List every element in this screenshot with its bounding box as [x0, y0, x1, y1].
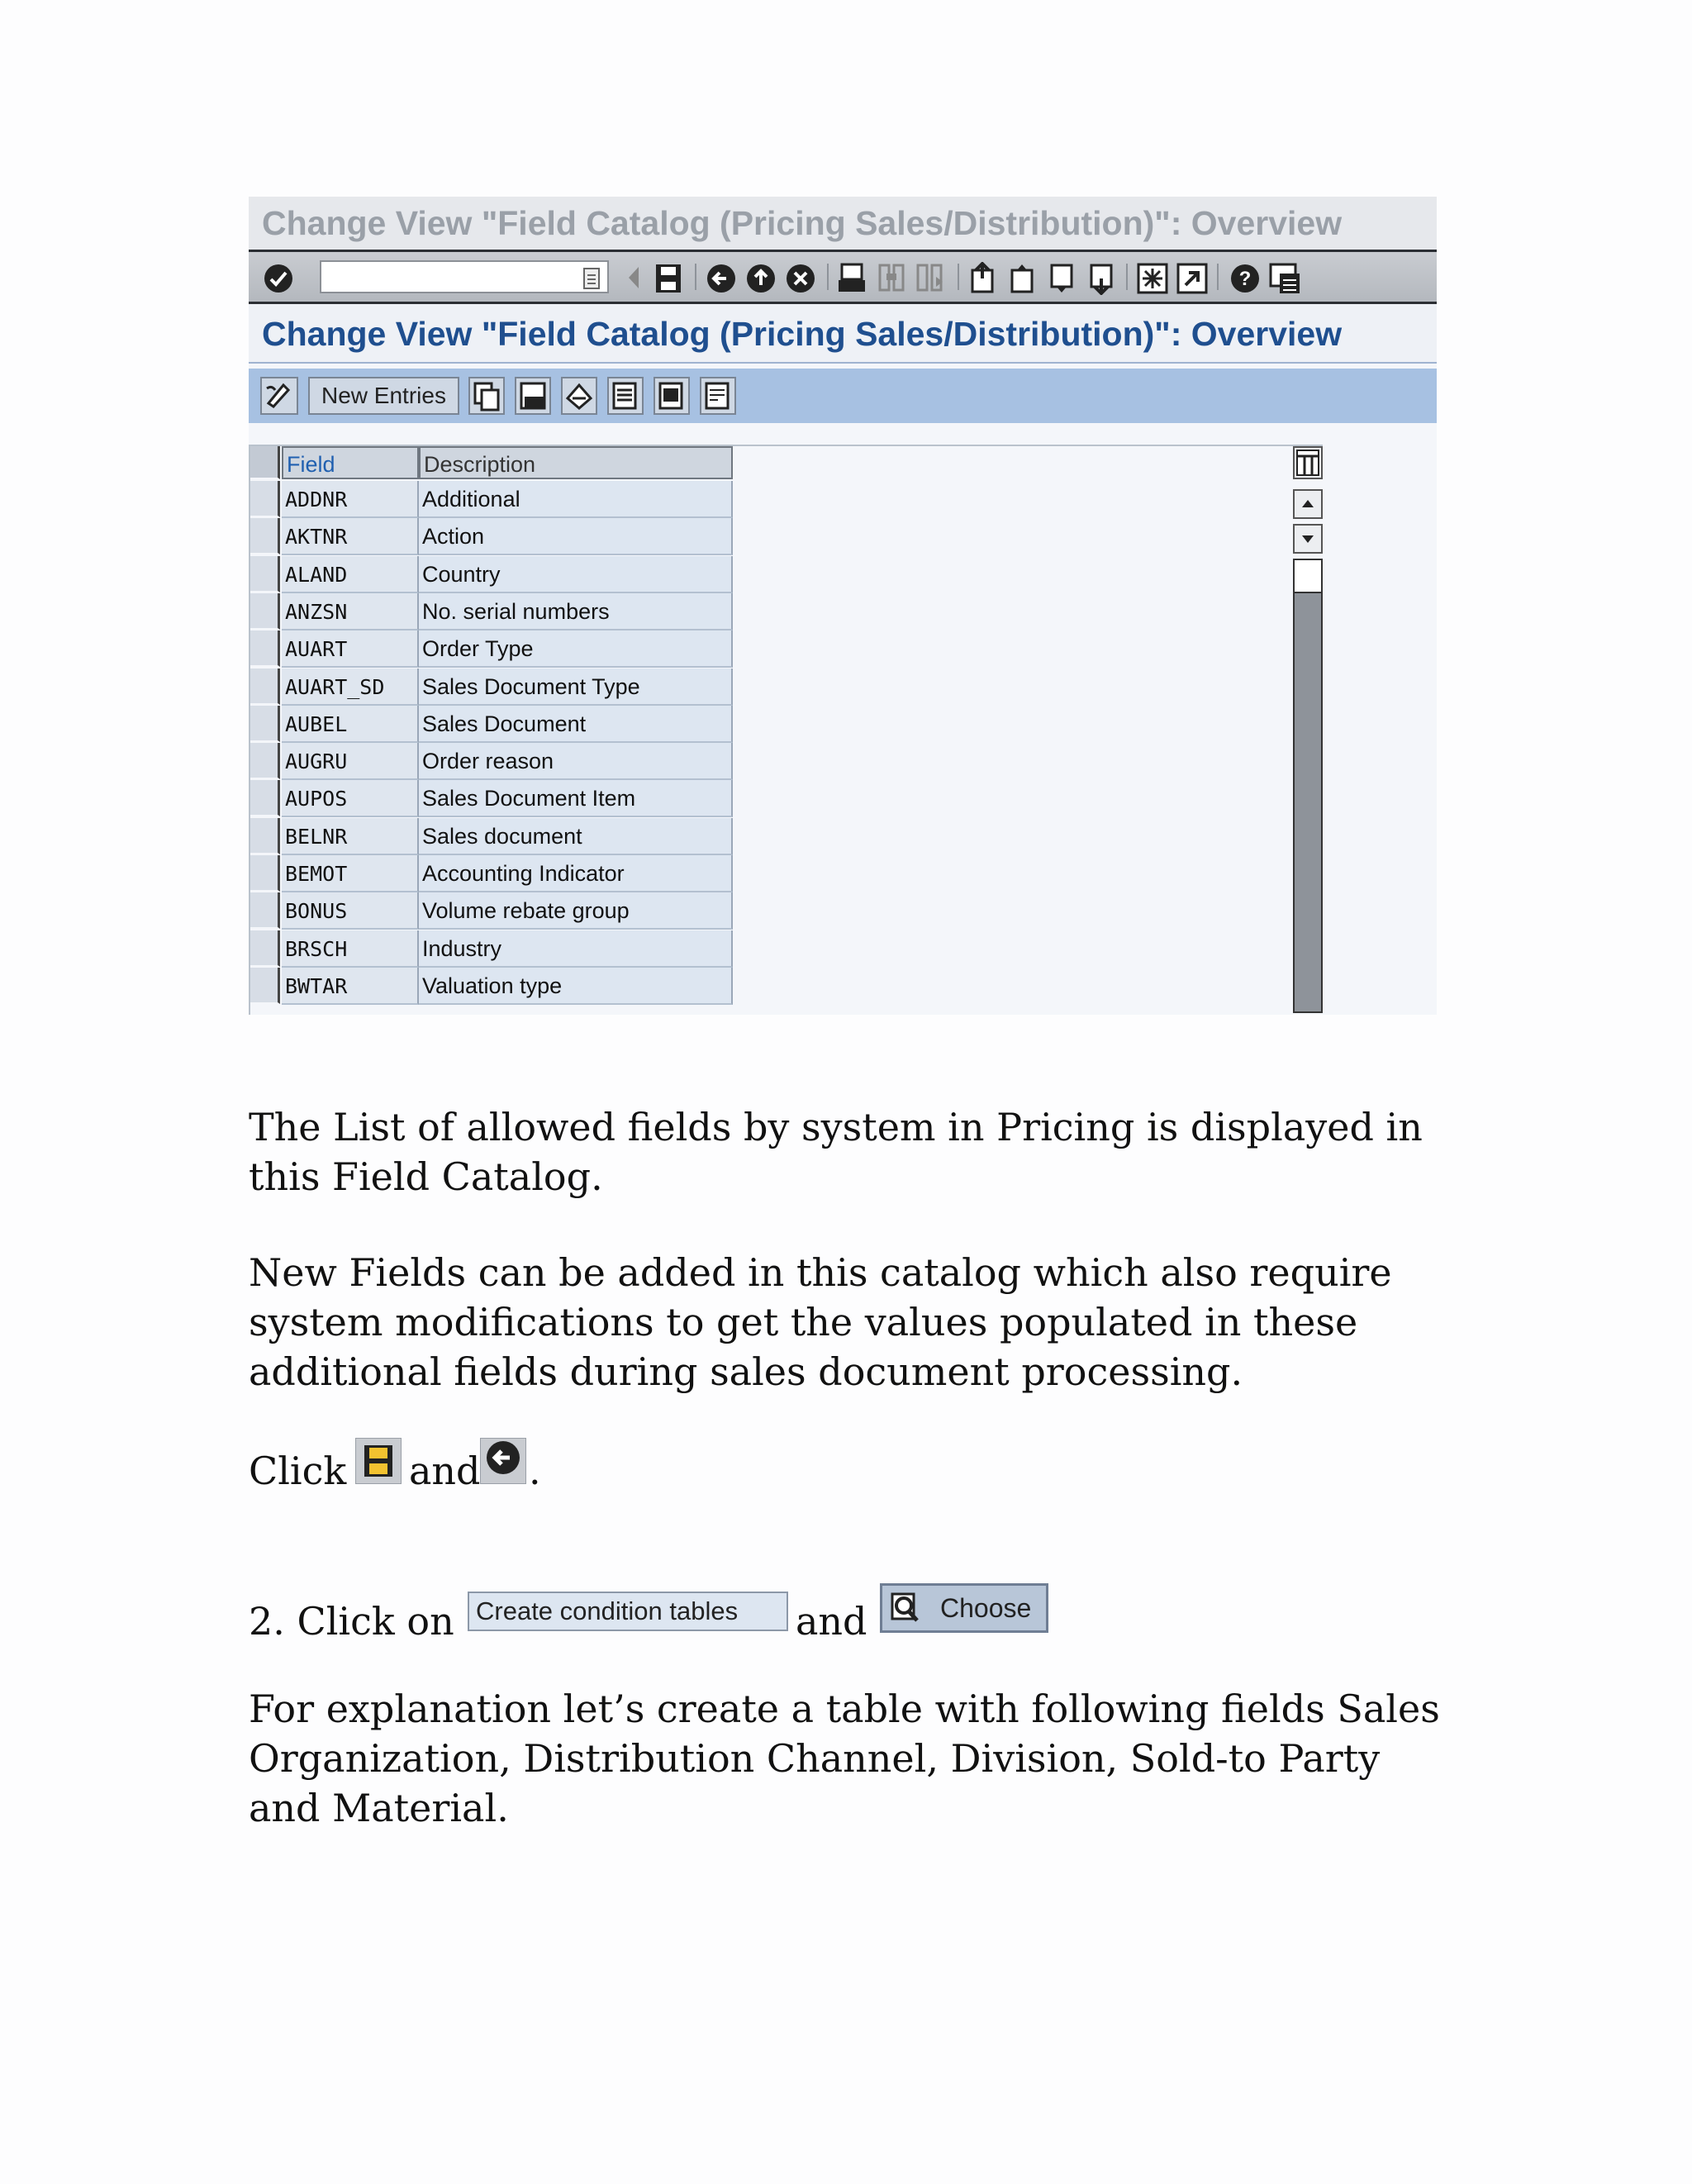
select-block-icon: [655, 402, 688, 416]
table-cell-field[interactable]: BONUS: [282, 892, 419, 930]
copy-as-button[interactable]: [468, 377, 505, 415]
new-entries-button[interactable]: New Entries: [308, 377, 459, 415]
row-selector[interactable]: [250, 518, 280, 554]
screen-title: Change View "Field Catalog (Pricing Sales/Distribution)": Overview: [249, 304, 1437, 364]
exit-icon[interactable]: [744, 262, 777, 299]
application-toolbar: [249, 369, 1437, 423]
table-cell-field[interactable]: AUGRU: [282, 743, 419, 780]
column-header-description[interactable]: Description: [419, 446, 733, 479]
table-cell-description[interactable]: Sales Document Item: [419, 780, 733, 817]
table-cell-description[interactable]: Country: [419, 556, 733, 593]
table-cell-description[interactable]: Order Type: [419, 630, 733, 668]
column-header-field[interactable]: Field: [282, 446, 419, 479]
find-next-icon[interactable]: [915, 262, 948, 299]
layout-menu-icon[interactable]: [1268, 262, 1301, 299]
table-cell-description[interactable]: Industry: [419, 930, 733, 968]
display-change-icon: [262, 402, 297, 416]
save-icon[interactable]: [654, 262, 683, 299]
find-icon[interactable]: [877, 262, 906, 299]
table-cell-field[interactable]: BELNR: [282, 818, 419, 855]
shortcut-icon[interactable]: [1176, 262, 1209, 299]
svg-text:?: ?: [1238, 268, 1252, 290]
deselect-all-button[interactable]: [700, 377, 736, 415]
choose-icon: [889, 1591, 925, 1639]
paragraph-3-line-1: For explanation let’s create a table with following fields Sales: [249, 1687, 1440, 1731]
scroll-track[interactable]: [1293, 559, 1323, 1013]
table-settings-icon[interactable]: [1293, 446, 1323, 479]
select-all-button[interactable]: [607, 377, 644, 415]
period-text: .: [529, 1449, 541, 1493]
row-selector[interactable]: [250, 630, 280, 667]
table-cell-description[interactable]: Sales Document Type: [419, 669, 733, 706]
step-2-text: 2. Click on: [249, 1599, 454, 1644]
next-page-icon[interactable]: [1045, 262, 1078, 299]
sap-screenshot: [249, 197, 1437, 1015]
table-cell-field[interactable]: AUART: [282, 630, 419, 668]
row-selector[interactable]: [250, 818, 280, 854]
row-selector[interactable]: [250, 706, 280, 742]
print-icon[interactable]: [837, 262, 867, 299]
select-all-corner[interactable]: [250, 446, 280, 479]
table-cell-field[interactable]: AKTNR: [282, 518, 419, 555]
table-cell-field[interactable]: AUART_SD: [282, 669, 419, 706]
select-all-icon: [609, 402, 642, 416]
row-selector[interactable]: [250, 481, 280, 517]
last-page-icon[interactable]: [1085, 262, 1118, 299]
table-cell-field[interactable]: AUBEL: [282, 706, 419, 743]
step-2-and-text: and: [796, 1599, 867, 1644]
table-cell-field[interactable]: BWTAR: [282, 968, 419, 1005]
row-selector[interactable]: [250, 855, 280, 892]
table-cell-field[interactable]: ANZSN: [282, 593, 419, 630]
table-cell-field[interactable]: BRSCH: [282, 930, 419, 968]
table-cell-description[interactable]: Order reason: [419, 743, 733, 780]
paragraph-2-line-2: system modifications to get the values populated in these: [249, 1300, 1358, 1344]
row-selector[interactable]: [250, 593, 280, 630]
previous-page-icon[interactable]: [1005, 262, 1038, 299]
enter-icon[interactable]: [262, 262, 295, 299]
table-cell-field[interactable]: BEMOT: [282, 855, 419, 892]
select-block-button[interactable]: [654, 377, 690, 415]
table-cell-description[interactable]: No. serial numbers: [419, 593, 733, 630]
paragraph-3-line-3: and Material.: [249, 1786, 509, 1830]
undo-change-button[interactable]: [561, 377, 597, 415]
click-text: Click: [249, 1449, 347, 1493]
vertical-scrollbar[interactable]: [1290, 446, 1326, 1013]
paragraph-2-line-1: New Fields can be added in this catalog which also require: [249, 1250, 1392, 1295]
table-cell-description[interactable]: Action: [419, 518, 733, 555]
create-condition-tables-button: Create condition tables: [468, 1592, 788, 1631]
table-cell-description[interactable]: Sales document: [419, 818, 733, 855]
paragraph-1-line-2: this Field Catalog.: [249, 1154, 603, 1199]
scroll-thumb[interactable]: [1295, 560, 1321, 593]
cancel-icon[interactable]: [784, 262, 817, 299]
paragraph-1-line-1: The List of allowed fields by system in Pricing is displayed in: [249, 1105, 1423, 1149]
collapse-arrow-icon[interactable]: [625, 265, 642, 294]
table-cell-description[interactable]: Additional: [419, 481, 733, 518]
row-selector[interactable]: [250, 556, 280, 592]
deselect-all-icon: [701, 402, 734, 416]
history-dropdown-icon[interactable]: [582, 267, 601, 294]
table-cell-description[interactable]: Volume rebate group: [419, 892, 733, 930]
row-selector[interactable]: [250, 968, 280, 1004]
table-cell-description[interactable]: Accounting Indicator: [419, 855, 733, 892]
row-selector[interactable]: [250, 743, 280, 779]
undo-icon: [563, 402, 596, 416]
command-field[interactable]: [320, 260, 609, 293]
table-cell-description[interactable]: Valuation type: [419, 968, 733, 1005]
row-selector[interactable]: [250, 669, 280, 705]
and-text: and: [409, 1449, 481, 1493]
table-cell-field[interactable]: ALAND: [282, 556, 419, 593]
delete-button[interactable]: [515, 377, 551, 415]
paragraph-3-line-2: Organization, Distribution Channel, Division, Sold-to Party: [249, 1736, 1381, 1781]
row-selector[interactable]: [250, 930, 280, 967]
display-change-button[interactable]: [260, 377, 298, 415]
delete-icon: [516, 402, 549, 416]
back-icon[interactable]: [705, 262, 738, 299]
row-selector[interactable]: [250, 892, 280, 929]
table-cell-description[interactable]: Sales Document: [419, 706, 733, 743]
scroll-up-icon[interactable]: [1293, 489, 1323, 519]
help-icon[interactable]: [1229, 262, 1262, 299]
system-toolbar: [249, 250, 1437, 304]
command-input[interactable]: [321, 262, 573, 292]
row-selector[interactable]: [250, 780, 280, 816]
new-session-icon[interactable]: [1136, 262, 1169, 299]
choose-button: [880, 1583, 1048, 1633]
table-cell-field[interactable]: ADDNR: [282, 481, 419, 518]
save-icon: [355, 1438, 402, 1484]
back-icon: [480, 1438, 526, 1484]
paragraph-2-line-3: additional fields during sales document processing.: [249, 1349, 1243, 1394]
table-cell-field[interactable]: AUPOS: [282, 780, 419, 817]
copy-icon: [470, 402, 503, 416]
window-title: Change View "Field Catalog (Pricing Sales/Distribution)": Overview: [249, 197, 1437, 250]
first-page-icon[interactable]: [966, 262, 999, 299]
scroll-down-icon[interactable]: [1293, 524, 1323, 554]
choose-label: Choose: [940, 1593, 1032, 1623]
